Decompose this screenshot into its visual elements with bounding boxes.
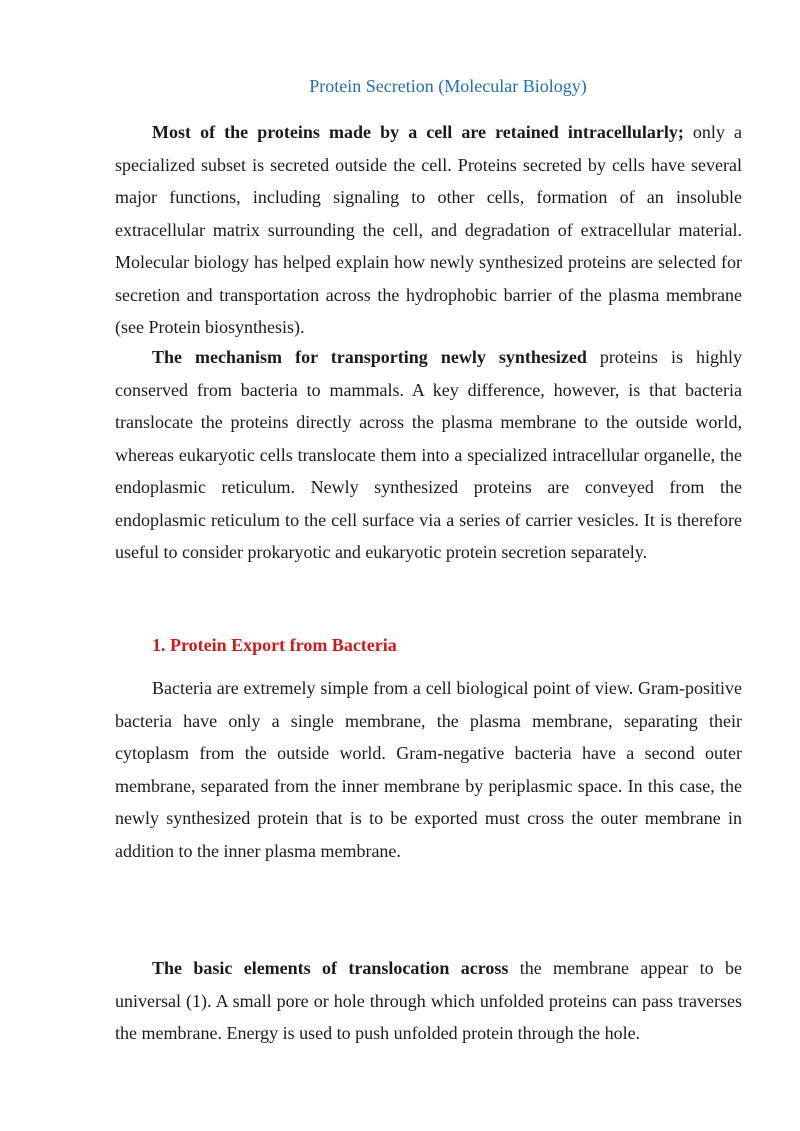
paragraph-intro-bold: Most of the proteins made by a cell are retained intracellularly; (152, 122, 684, 142)
paragraph-translocation-text: the membrane appear to be universal (1). A small pore or hole through which unfolded proteins can pass traverses the membrane. Energy is used to push unfolded protein through the hole. (115, 958, 743, 1043)
paragraph-intro (115, 116, 742, 344)
paragraph-bacteria (115, 672, 742, 867)
paragraph-translocation (115, 952, 742, 1050)
paragraph-mechanism-text: proteins is highly conserved from bacteria to mammals. A key difference, however, is that bacteria translocate the proteins directly across the plasma membrane to the outside world, whereas eukaryotic cells translocate them into a specialized intracellular organelle, the endoplasmic reticulum. Newly synthesized proteins are conveyed from the endoplasmic reticulum to the cell surface via a series of carrier vesicles. It is therefore useful to consider prokaryotic and eukaryotic protein secretion separately. (115, 347, 742, 562)
section-heading-bacteria: 1. Protein Export from Bacteria (152, 635, 397, 655)
paragraph-translocation-bold: The basic elements of translocation across (152, 958, 509, 978)
paragraph-mechanism-bold: The mechanism for transporting newly synthesized (152, 347, 587, 367)
document-title: Protein Secretion (Molecular Biology) (309, 76, 587, 96)
paragraph-bacteria-text: Bacteria are extremely simple from a cell biological point of view. Gram-positive bacteria have only a single membrane, the plasma membrane, separating their cytoplasm from the outside world. Gram-negative bacteria have a second outer membrane, separated from the inner membrane by periplasmic space. In this case, the newly synthesized protein that is to be exported must cross the outer membrane in addition to the inner plasma membrane. (115, 678, 742, 861)
paragraph-intro-text: only a specialized subset is secreted outside the cell. Proteins secreted by cells have several major functions, including signaling to other cells, formation of an insoluble extracellular matrix surrounding the cell, and degradation of extracellular material. Molecular biology has helped explain how newly synthesized proteins are selected for secretion and transportation across the hydrophobic barrier of the plasma membrane (see Protein biosynthesis). (115, 122, 742, 337)
paragraph-mechanism (115, 341, 742, 569)
